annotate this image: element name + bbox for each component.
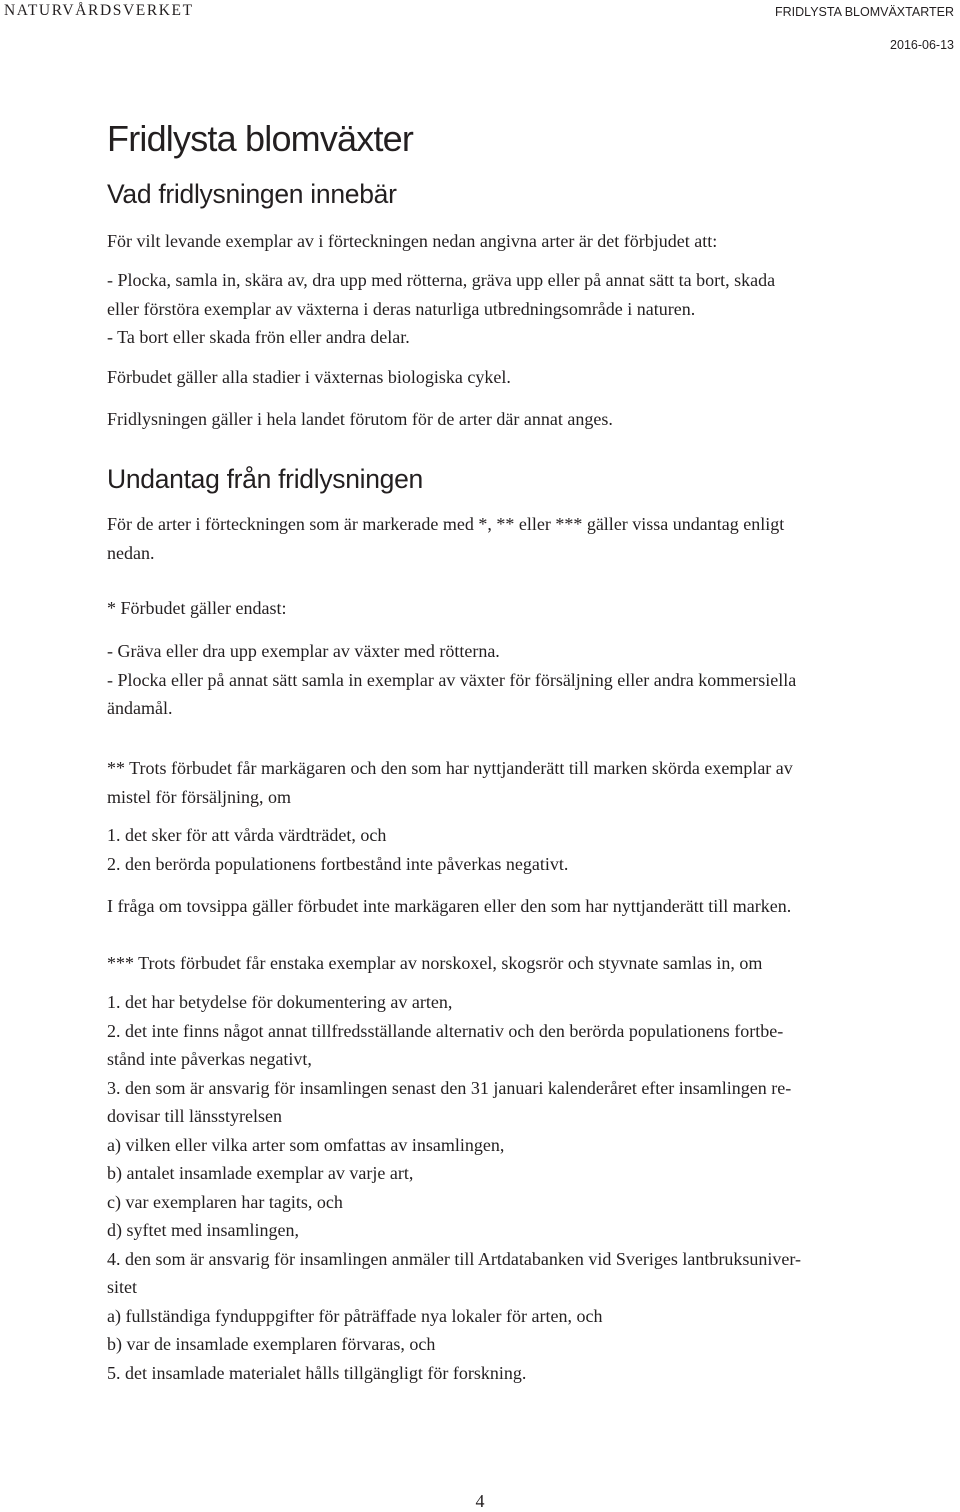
header-document-title: FRIDLYSTA BLOMVÄXTARTER: [775, 5, 954, 19]
header-date: 2016-06-13: [890, 38, 954, 52]
page-number: 4: [475, 1491, 485, 1511]
paragraph-intro: [107, 227, 941, 256]
text-line: mistel för försäljning, om: [107, 786, 291, 807]
section-heading-fridlysning: Vad fridlysningen innebär: [107, 179, 397, 209]
paragraph-one-star-heading: [107, 594, 941, 623]
paragraph-two-star: [107, 754, 941, 811]
text-line: nedan.: [107, 542, 155, 563]
paragraph-two-star-items: [107, 821, 941, 878]
paragraph-rules: [107, 266, 941, 352]
list-item: sitet: [107, 1277, 137, 1297]
paragraph-tovsippa: [107, 892, 941, 921]
text-line: 1. det sker för att vårda värdträdet, och: [107, 825, 387, 845]
header-organization: NATURVÅRDSVERKET: [4, 2, 194, 19]
text-line: ändamål.: [107, 698, 173, 718]
page-title: Fridlysta blomväxter: [107, 118, 414, 159]
paragraph-exceptions-intro: [107, 510, 941, 567]
list-item: d) syftet med insamlingen,: [107, 1220, 299, 1240]
text-line: ** Trots förbudet får markägaren och den som har nyttjanderätt till marken skörda exemplar av: [107, 758, 793, 778]
text-line: Förbudet gäller alla stadier i växternas biologiska cykel.: [107, 367, 511, 387]
text-line: I fråga om tovsippa gäller förbudet inte markägaren eller den som har nyttjanderätt till marken.: [107, 896, 792, 916]
paragraph-one-star-items: [107, 637, 941, 723]
text-line: - Plocka, samla in, skära av, dra upp med rötterna, gräva upp eller på annat sätt ta bort, skada: [107, 270, 776, 290]
paragraph-scope: [107, 405, 941, 434]
text-line: * Förbudet gäller endast:: [107, 598, 287, 618]
text-line: eller förstöra exemplar av växterna i deras naturliga utbredningsområde i naturen.: [107, 298, 696, 319]
list-item: dovisar till länsstyrelsen: [107, 1106, 282, 1126]
list-item: 2. det inte finns något annat tillfredsställande alternativ och den berörda populationens fortbe-: [107, 1020, 784, 1041]
list-item: 4. den som är ansvarig för insamlingen anmäler till Artdatabanken vid Sveriges lantbruksuniver-: [107, 1248, 801, 1269]
list-item: stånd inte påverkas negativt,: [107, 1049, 312, 1069]
section-heading-undantag: Undantag från fridlysningen: [107, 464, 423, 494]
text-line: 2. den berörda populationens fortbestånd inte påverkas negativt.: [107, 853, 569, 874]
text-line: - Ta bort eller skada frön eller andra delar.: [107, 327, 410, 347]
paragraph-three-star-items: [107, 988, 941, 1387]
text-line: - Plocka eller på annat sätt samla in exemplar av växter för försäljning eller andra kommersiella: [107, 669, 797, 690]
list-item: 5. det insamlade materialet hålls tillgängligt för forskning.: [107, 1362, 527, 1383]
list-item: a) vilken eller vilka arter som omfattas av insamlingen,: [107, 1134, 505, 1155]
paragraph-three-star: [107, 949, 941, 978]
list-item: 1. det har betydelse för dokumentering av arten,: [107, 992, 453, 1012]
text-line: Fridlysningen gäller i hela landet förutom för de arter där annat anges.: [107, 409, 613, 429]
list-item: b) antalet insamlade exemplar av varje art,: [107, 1163, 414, 1183]
paragraph-stages: [107, 363, 941, 392]
list-item: 3. den som är ansvarig för insamlingen senast den 31 januari kalenderåret efter insamlingen re-: [107, 1077, 792, 1098]
text-line: - Gräva eller dra upp exemplar av växter med rötterna.: [107, 641, 500, 661]
text-line: *** Trots förbudet får enstaka exemplar av norskoxel, skogsrör och styvnate samlas in, om: [107, 953, 763, 973]
list-item: b) var de insamlade exemplaren förvaras, och: [107, 1334, 436, 1354]
text-line: För vilt levande exemplar av i förteckningen nedan angivna arter är det förbjudet att:: [107, 231, 718, 251]
list-item: c) var exemplaren har tagits, och: [107, 1191, 343, 1212]
list-item: a) fullständiga fynduppgifter för påträffade nya lokaler för arten, och: [107, 1305, 603, 1326]
text-line: För de arter i förteckningen som är markerade med *, ** eller *** gäller vissa undantag enligt: [107, 514, 785, 534]
